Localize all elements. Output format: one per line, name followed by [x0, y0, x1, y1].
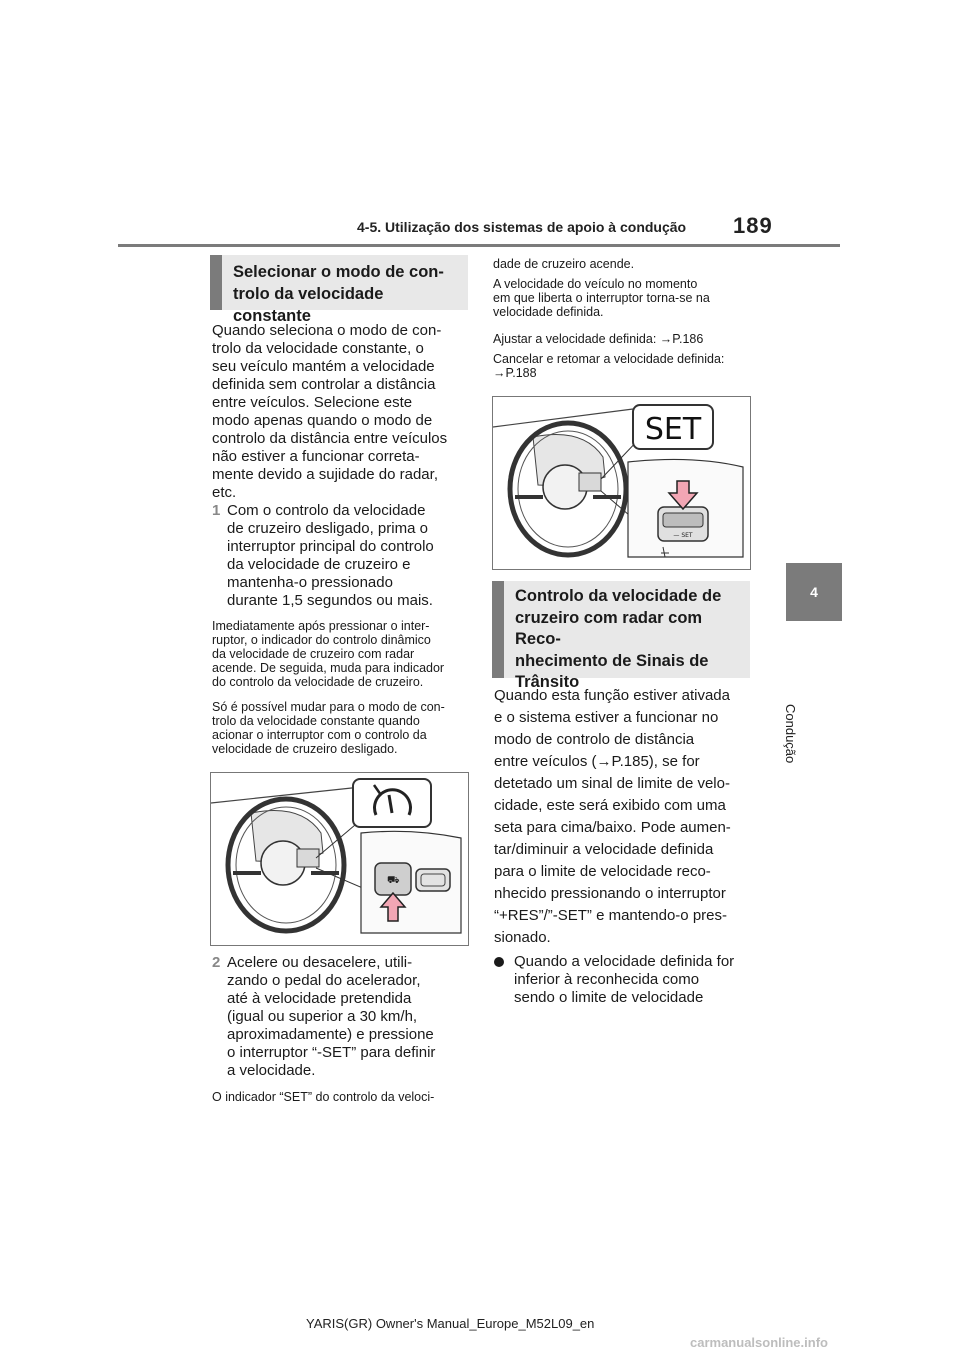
steering-wheel-illustration	[211, 773, 468, 945]
page-number: 189	[733, 213, 773, 238]
set-label: SET	[644, 412, 702, 447]
intro-paragraph: Quando seleciona o modo de con- trolo da velocidade constante, o seu veículo mantém a velocidade definida sem controlar a distância entre veículos. Selecione este modo apenas quando o modo de controlo da distância entre veículos não estiver a funcionar correta- mente devido a sujidade do radar, etc.	[212, 322, 448, 501]
figure-set-switch	[492, 396, 751, 570]
note-set-indicator: O indicador “SET” do controlo da veloci-	[212, 1090, 435, 1104]
note-set-speed: A velocidade do veículo no momento em que liberta o interruptor torna-se na velocidade definida.	[493, 277, 710, 319]
step-1	[212, 502, 474, 612]
section-heading-radar-rsa	[492, 581, 750, 691]
figure-steering-cruise-switch	[210, 772, 469, 946]
set-switch-illustration	[493, 397, 750, 569]
note-mode-switch-condition: Só é possível mudar para o modo de con- trolo da velocidade constante quando acionar o interruptor com o controlo da velocidade de cruzeiro desligado.	[212, 700, 445, 756]
bullet-item	[494, 953, 756, 1013]
bullet-text: Quando a velocidade definida for inferior à reconhecida como sendo o limite de velocidade	[514, 953, 735, 1006]
footer-manual-id: YARIS(GR) Owner's Manual_Europe_M52L09_en	[306, 1316, 595, 1331]
section2-paragraph: Quando esta função estiver ativada e o sistema estiver a funcionar no modo de controlo de distância entre veículos (→P.185), se for detetado um sinal de limite de velo- cidade, este será exibido com uma seta para cima/baixo. Pode aumen- tar/diminuir a velocidade definida para o limite de velocidade reco- nhecido pressionando o interruptor “+RES”/”-SET” e mantendo-o pres- sionado.	[494, 687, 731, 946]
step-2-number: 2	[212, 954, 221, 971]
header-rule	[118, 244, 840, 247]
section-heading-constant-speed	[210, 255, 468, 325]
note-set-indicator-continued: dade de cruzeiro acende.	[493, 257, 635, 271]
set-switch-label: — SET	[673, 532, 693, 539]
ref-cancel-resume: Cancelar e retomar a velocidade definida: →P.188	[493, 352, 725, 380]
chapter-label-text: Condução	[783, 704, 798, 764]
section2-heading-text: Controlo da velocidade de cruzeiro com radar com Reco- nhecimento de Sinais de Trânsito	[515, 587, 722, 691]
watermark: carmanualsonline.info	[690, 1335, 828, 1350]
chapter-label	[783, 632, 842, 764]
svg-text:⛟: ⛟	[387, 875, 400, 886]
chapter-tab: 4	[786, 563, 842, 621]
note-indicator-change: Imediatamente após pressionar o inter- ruptor, o indicador do controlo dinâmico da velocidade de cruzeiro com radar acende. De seguida, muda para indicador do controlo da velocidade de cruzeiro.	[212, 619, 445, 689]
running-header: 4-5. Utilização dos sistemas de apoio à condução	[357, 219, 687, 235]
step-1-text: Com o controlo da velocidade de cruzeiro desligado, prima o interruptor principal do controlo da velocidade de cruzeiro e mantenha-o pressionado durante 1,5 segundos ou mais.	[227, 502, 434, 609]
section-heading-text: Selecionar o modo de con- trolo da velocidade constante	[233, 263, 444, 325]
step-1-number: 1	[212, 502, 221, 519]
bullet-dot-icon	[494, 957, 504, 967]
step-2	[212, 954, 474, 1084]
step-2-text: Acelere ou desacelere, utili- zando o pedal do acelerador, até à velocidade pretendida (igual ou superior a 30 km/h, aproximadamente) e pressione o interruptor “-SET” para definir a velocidade.	[227, 954, 436, 1079]
ref-adjust-speed: Ajustar a velocidade definida: →P.186	[493, 332, 704, 346]
